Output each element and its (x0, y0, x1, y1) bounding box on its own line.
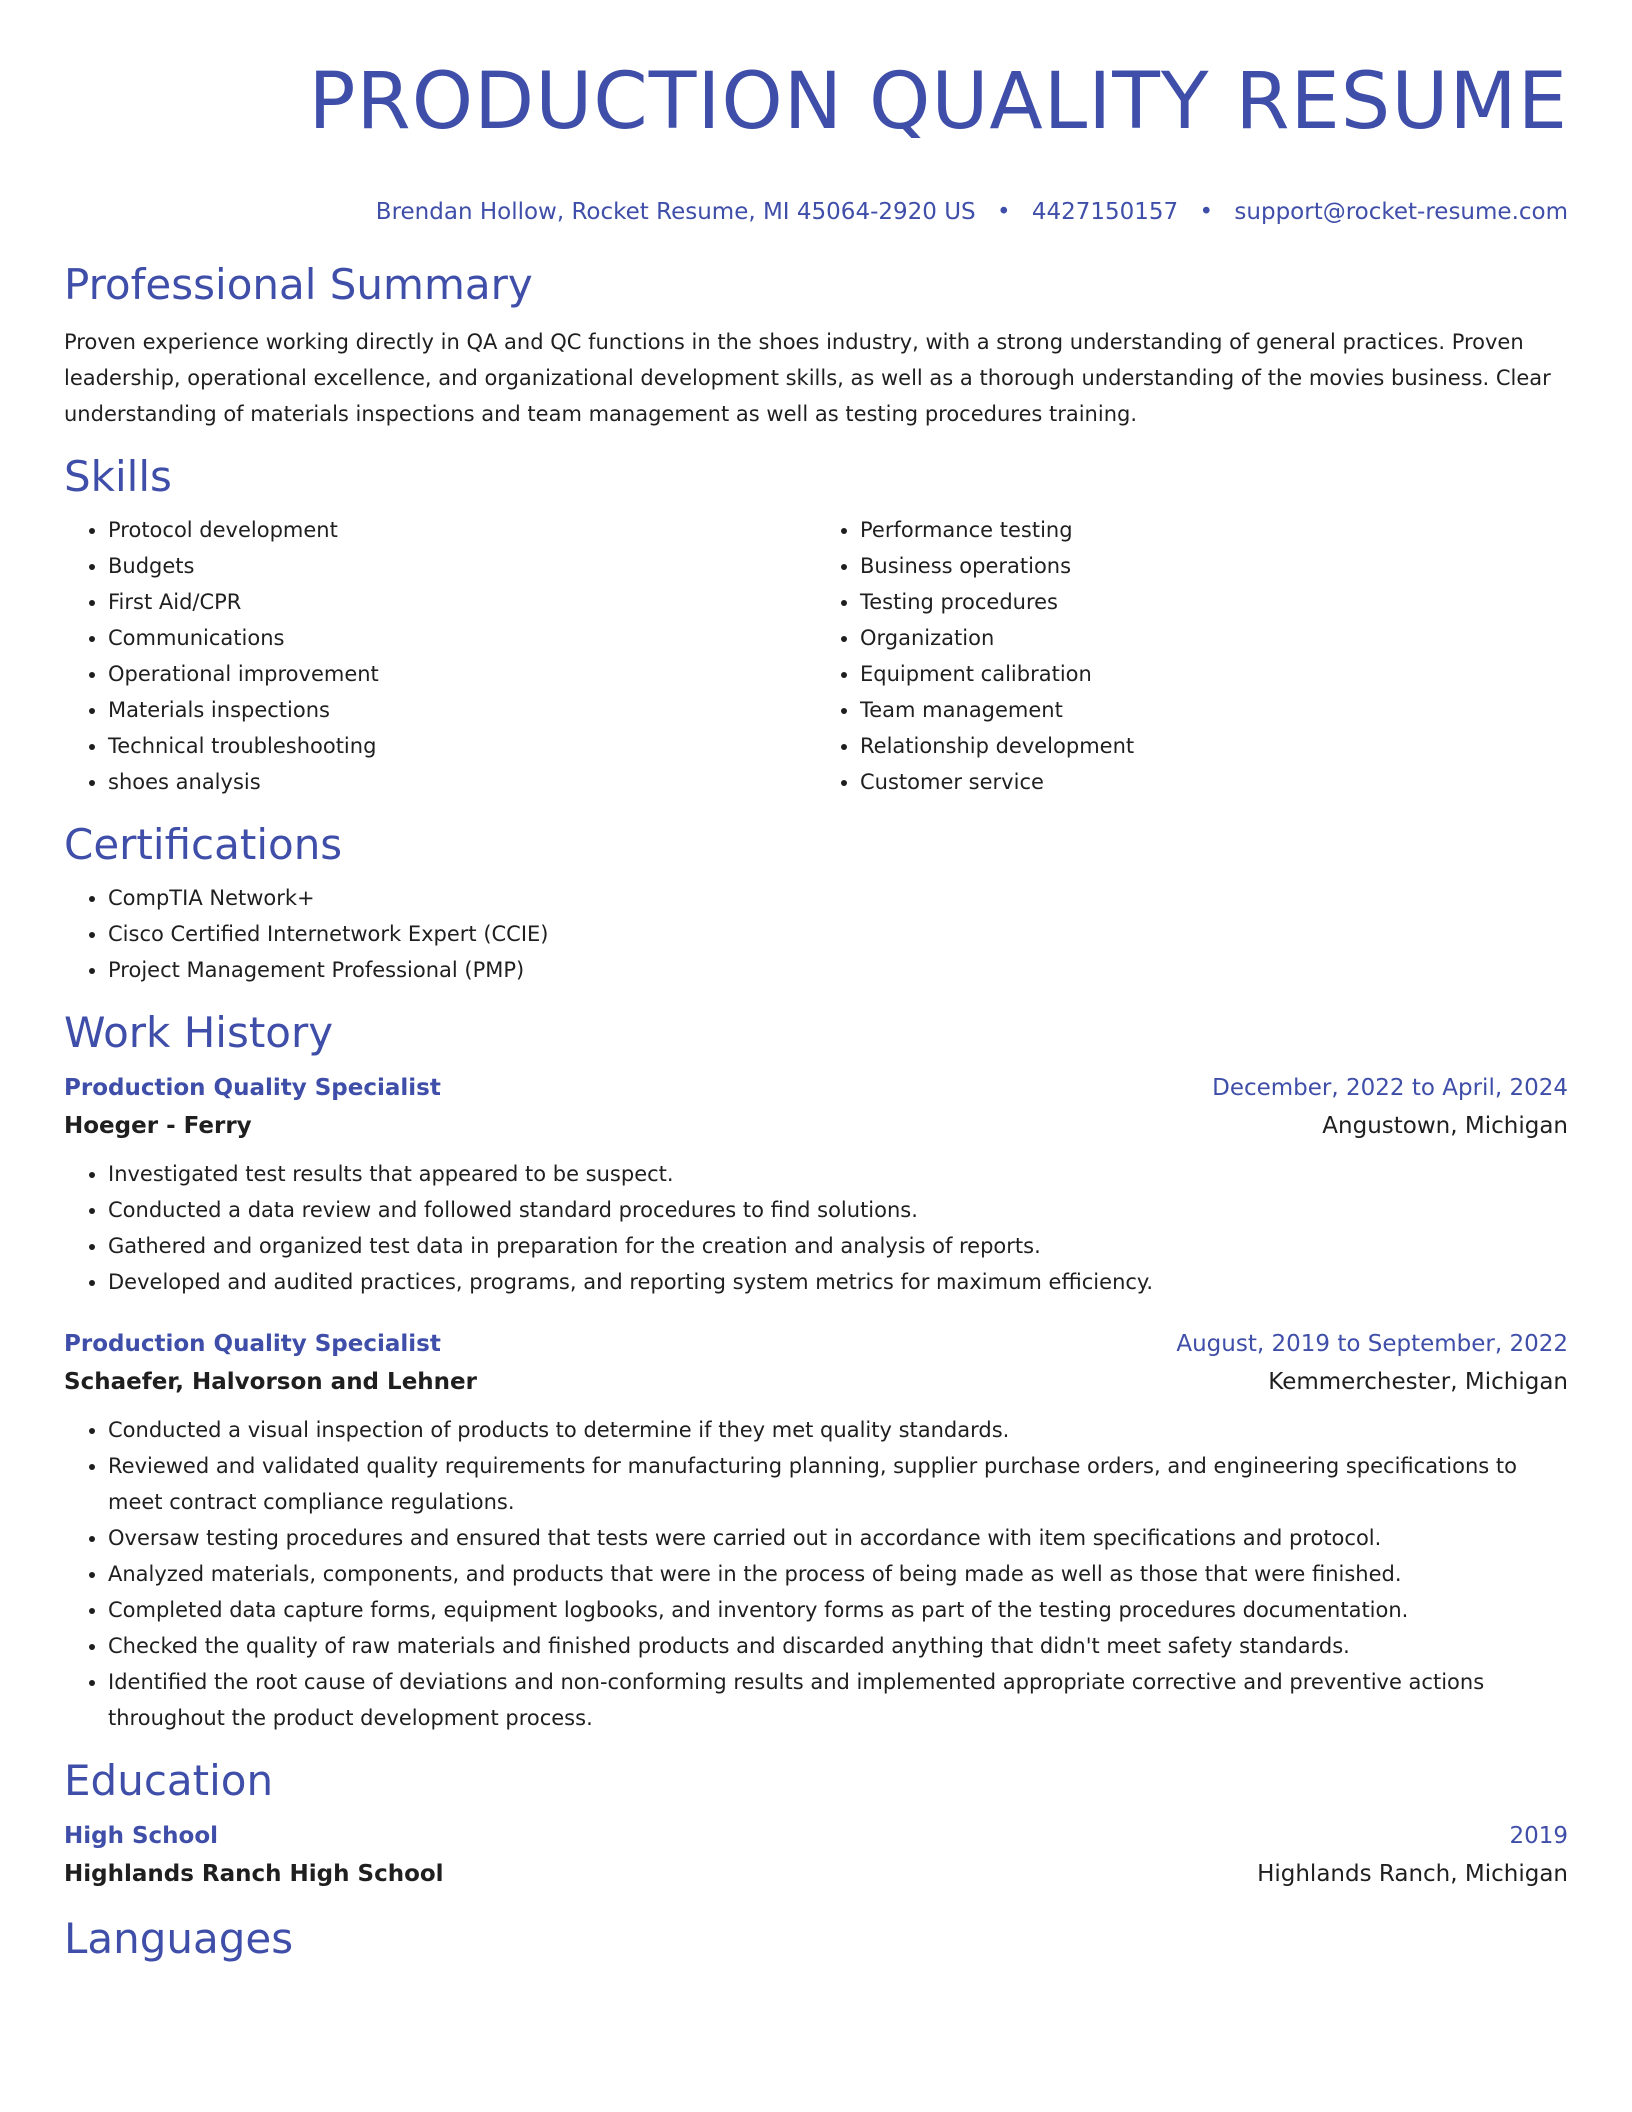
contact-phone: 4427150157 (1031, 199, 1179, 225)
job-company: Hoeger - Ferry (64, 1113, 252, 1139)
job-header-row (64, 1070, 1568, 1106)
contact-separator: • (996, 199, 1011, 225)
list-item: • Protocol development (108, 512, 816, 548)
summary-text: Proven experience working directly in QA and QC functions in the shoes industry, with a strong understanding of general practices. Proven leadership, operational excellence, and organizational development skills, as well as a thorough understanding of the movies business. Clear understanding of materials inspections and team management as well as testing procedures training. (64, 330, 1551, 426)
section-heading-summary: Professional Summary (64, 260, 533, 309)
list-item: • Budgets (108, 548, 816, 584)
list-item: • Technical troubleshooting (108, 728, 816, 764)
list-item: • CompTIA Network+ (108, 880, 1568, 916)
education-header-row (64, 1818, 1568, 1854)
list-item: • Team management (860, 692, 1568, 728)
job-company: Schaefer, Halvorson and Lehner (64, 1369, 477, 1395)
list-item: • First Aid/CPR (108, 584, 816, 620)
list-item: • Relationship development (860, 728, 1568, 764)
list-item: • Developed and audited practices, programs, and reporting system metrics for maximum efficiency. (108, 1264, 1568, 1300)
list-item: • Organization (860, 620, 1568, 656)
job-dates: August, 2019 to September, 2022 (1176, 1331, 1568, 1357)
list-item: • Analyzed materials, components, and products that were in the process of being made as well as those that were finished. (108, 1556, 1568, 1592)
job-title: Production Quality Specialist (64, 1075, 441, 1101)
list-item: • Investigated test results that appeared to be suspect. (108, 1156, 1568, 1192)
certifications-list (64, 880, 1568, 988)
list-item: • Operational improvement (108, 656, 816, 692)
list-item: • Gathered and organized test data in preparation for the creation and analysis of reports. (108, 1228, 1568, 1264)
list-item: • Identified the root cause of deviations and non-conforming results and implemented appropriate corrective and preventive actions throughout the product development process. (108, 1664, 1568, 1736)
list-item: • Reviewed and validated quality requirements for manufacturing planning, supplier purchase orders, and engineering specifications to meet contract compliance regulations. (108, 1448, 1568, 1520)
list-item: • Oversaw testing procedures and ensured that tests were carried out in accordance with item specifications and protocol. (108, 1520, 1568, 1556)
education-section (64, 1754, 1568, 1894)
job-dates: December, 2022 to April, 2024 (1212, 1075, 1568, 1101)
list-item: • Equipment calibration (860, 656, 1568, 692)
job-entry (64, 1070, 1568, 1300)
education-location: Highlands Ranch, Michigan (1257, 1861, 1568, 1887)
job-title: Production Quality Specialist (64, 1331, 441, 1357)
work-history-section (64, 1006, 1568, 1736)
section-heading-skills: Skills (64, 452, 172, 501)
education-degree: High School (64, 1823, 219, 1849)
education-year: 2019 (1509, 1823, 1568, 1849)
list-item: • Communications (108, 620, 816, 656)
resume-title: PRODUCTION QUALITY RESUME (308, 57, 1568, 147)
section-heading-languages: Languages (64, 1914, 294, 1963)
skills-list-right (816, 512, 1568, 800)
job-bullets (64, 1412, 1568, 1736)
skills-section (64, 450, 1568, 800)
contact-address: Brendan Hollow, Rocket Resume, MI 45064-2920 US (375, 199, 976, 225)
list-item: • Project Management Professional (PMP) (108, 952, 1568, 988)
list-item: • Business operations (860, 548, 1568, 584)
job-entry (64, 1326, 1568, 1736)
list-item: • Cisco Certified Internetwork Expert (CCIE) (108, 916, 1568, 952)
job-location: Angustown, Michigan (1322, 1113, 1568, 1139)
contact-line (64, 196, 1568, 228)
list-item: • Completed data capture forms, equipment logbooks, and inventory forms as part of the testing procedures documentation. (108, 1592, 1568, 1628)
skills-list-left (64, 512, 816, 800)
contact-email: support@rocket-resume.com (1234, 199, 1568, 225)
list-item: • Performance testing (860, 512, 1568, 548)
list-item: • Conducted a visual inspection of products to determine if they met quality standards. (108, 1412, 1568, 1448)
contact-separator: • (1199, 199, 1214, 225)
section-heading-work-history: Work History (64, 1008, 334, 1057)
job-company-row (64, 1106, 1568, 1146)
education-school: Highlands Ranch High School (64, 1861, 444, 1887)
job-header-row (64, 1326, 1568, 1362)
skills-grid (64, 512, 1568, 800)
certifications-section (64, 818, 1568, 988)
list-item: • Conducted a data review and followed standard procedures to find solutions. (108, 1192, 1568, 1228)
list-item: • Checked the quality of raw materials and finished products and discarded anything that didn't meet safety standards. (108, 1628, 1568, 1664)
list-item: • Customer service (860, 764, 1568, 800)
job-location: Kemmerchester, Michigan (1268, 1369, 1568, 1395)
summary-section (64, 258, 1568, 432)
education-school-row (64, 1854, 1568, 1894)
list-item: • shoes analysis (108, 764, 816, 800)
languages-section (64, 1912, 1568, 1966)
job-company-row (64, 1362, 1568, 1402)
list-item: • Testing procedures (860, 584, 1568, 620)
job-bullets (64, 1156, 1568, 1300)
section-heading-certifications: Certifications (64, 820, 343, 869)
list-item: • Materials inspections (108, 692, 816, 728)
section-heading-education: Education (64, 1756, 274, 1805)
